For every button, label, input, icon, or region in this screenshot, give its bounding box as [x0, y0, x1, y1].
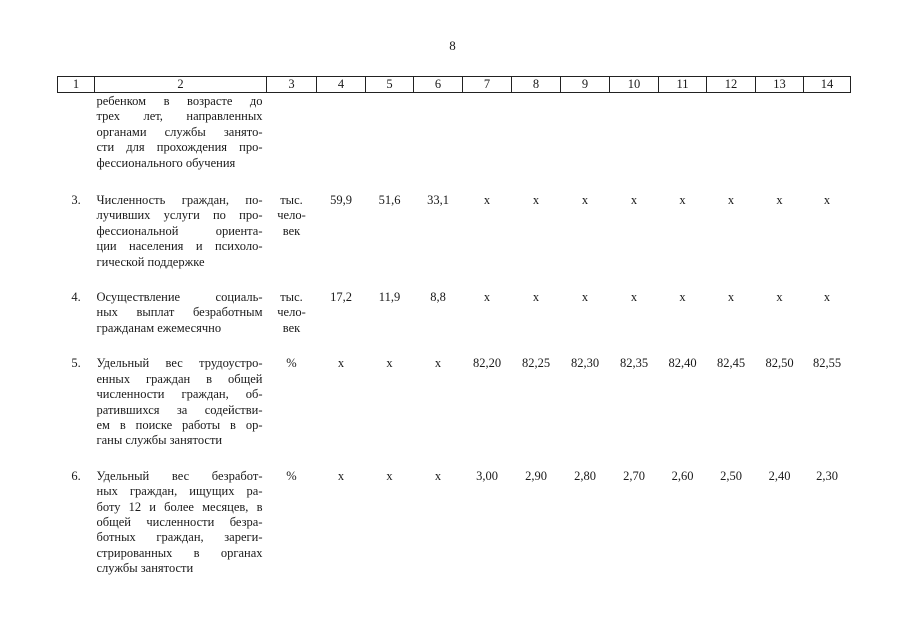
row-index: 3. — [71, 193, 81, 208]
description-line: ции населения и психоло- — [96, 239, 263, 254]
value-cell: 11,9 — [378, 290, 401, 305]
description-line: Осуществление социаль- — [96, 290, 263, 305]
value-cell: х — [823, 193, 831, 208]
value-cell — [804, 93, 851, 194]
value-cell: 3,00 — [476, 468, 498, 483]
unit-line: тыс. — [280, 290, 303, 305]
description-line: численности граждан, об- — [96, 387, 263, 402]
page-number: 8 — [449, 38, 456, 53]
unit-of-measure — [267, 193, 317, 290]
value-cell: 82,45 — [716, 356, 746, 371]
value-cell: 82,55 — [812, 356, 842, 371]
indicator-description — [95, 356, 267, 468]
description-line: боту 12 и более месяцев, в — [96, 499, 263, 514]
value-cell — [756, 93, 804, 194]
column-header: 11 — [659, 77, 707, 93]
column-header: 3 — [267, 77, 317, 93]
column-header: 5 — [366, 77, 414, 93]
value-cell: 2,60 — [671, 468, 694, 483]
value-cell: х — [434, 468, 442, 483]
value-cell — [512, 93, 561, 194]
column-header: 10 — [610, 77, 659, 93]
unit-line: чело- — [277, 305, 306, 320]
description-line: Удельный вес безработ- — [96, 468, 263, 483]
row-index: 4. — [71, 290, 81, 305]
unit-line: % — [286, 468, 297, 483]
description-line: фессионального обучения — [96, 155, 236, 170]
value-cell: 82,50 — [765, 356, 794, 371]
unit-line: % — [286, 356, 297, 371]
column-header: 2 — [95, 77, 267, 93]
description-line: сти для прохождения про- — [96, 140, 263, 155]
value-cell: 82,30 — [570, 356, 600, 371]
indicator-description — [95, 193, 267, 290]
description-line: ботных граждан, зареги- — [96, 530, 263, 545]
description-line: гражданам ежемесячно — [96, 320, 222, 335]
unit-line: тыс. — [280, 193, 303, 208]
row-index — [58, 93, 95, 194]
column-header: 9 — [561, 77, 610, 93]
description-line: ратившихся за содействи- — [96, 402, 263, 417]
value-cell: х — [483, 193, 491, 208]
unit-of-measure — [267, 469, 317, 597]
value-cell: 2,70 — [623, 468, 645, 483]
description-line: гической поддержке — [96, 254, 205, 269]
value-cell: 2,50 — [720, 468, 742, 483]
value-cell: 51,6 — [378, 193, 401, 208]
description-line: Численность граждан, по- — [96, 193, 263, 208]
table-row — [58, 290, 851, 356]
indicator-description — [95, 93, 267, 194]
description-line: ганы службы занятости — [96, 433, 223, 448]
value-cell — [610, 93, 659, 194]
value-cell: 82,40 — [668, 356, 697, 371]
value-cell: х — [532, 193, 540, 208]
table-row — [58, 356, 851, 468]
value-cell: 82,25 — [521, 356, 551, 371]
value-cell: 17,2 — [330, 290, 352, 305]
value-cell — [366, 93, 414, 194]
value-cell: х — [483, 290, 491, 305]
row-index: 5. — [71, 356, 81, 371]
value-cell: 8,8 — [430, 290, 446, 305]
description-line: службы занятости — [96, 561, 194, 576]
column-header: 8 — [512, 77, 561, 93]
value-cell: х — [337, 468, 345, 483]
description-line: фессиональной ориента- — [96, 223, 263, 238]
description-line: енных граждан в общей — [96, 371, 263, 386]
unit-of-measure — [267, 356, 317, 468]
description-line: трех лет, направленных — [96, 109, 263, 124]
value-cell: х — [532, 290, 540, 305]
description-line: стрированных в органах — [96, 545, 263, 560]
value-cell: х — [581, 193, 589, 208]
row-index: 6. — [71, 468, 81, 483]
indicator-description — [95, 290, 267, 356]
value-cell: х — [776, 193, 783, 208]
value-cell: х — [386, 356, 393, 371]
value-cell: 33,1 — [427, 193, 449, 208]
value-cell — [707, 93, 756, 194]
value-cell: х — [727, 290, 735, 305]
indicator-description — [95, 469, 267, 597]
table-body — [58, 93, 851, 597]
value-cell: х — [630, 193, 638, 208]
column-header: 4 — [317, 77, 366, 93]
value-cell: 82,20 — [472, 356, 502, 371]
column-header: 13 — [756, 77, 804, 93]
description-line: ных выплат безработным — [96, 305, 263, 320]
value-cell: 2,40 — [768, 468, 791, 483]
column-header: 6 — [414, 77, 463, 93]
value-cell: х — [434, 356, 442, 371]
value-cell — [659, 93, 707, 194]
unit-line: чело- — [277, 208, 306, 223]
value-cell: х — [386, 468, 393, 483]
value-cell: 59,9 — [330, 193, 352, 208]
value-cell: 82,35 — [619, 356, 649, 371]
description-line: лучивших услуги по про- — [96, 208, 263, 223]
unit-of-measure — [267, 93, 317, 194]
value-cell — [561, 93, 610, 194]
column-header: 7 — [463, 77, 512, 93]
table-row — [58, 193, 851, 290]
value-cell: 2,80 — [574, 468, 596, 483]
value-cell: х — [776, 290, 783, 305]
value-cell — [463, 93, 512, 194]
table-row — [58, 469, 851, 597]
unit-line: век — [282, 320, 301, 335]
value-cell: х — [581, 290, 589, 305]
value-cell: х — [679, 193, 686, 208]
value-cell: х — [727, 193, 735, 208]
description-line: общей численности безра- — [96, 514, 263, 529]
value-cell — [317, 93, 366, 194]
value-cell: х — [337, 356, 345, 371]
description-line: органами службы занято- — [96, 124, 263, 139]
description-line: ребенком в возрасте до — [96, 94, 263, 108]
unit-of-measure — [267, 290, 317, 356]
value-cell: х — [630, 290, 638, 305]
description-line: ных граждан, ищущих ра- — [96, 484, 263, 499]
value-cell: х — [679, 290, 686, 305]
column-header: 14 — [804, 77, 851, 93]
value-cell — [414, 93, 463, 194]
column-header: 12 — [707, 77, 756, 93]
indicators-table — [57, 76, 851, 597]
unit-line: век — [282, 223, 301, 238]
value-cell: х — [823, 290, 831, 305]
header-row — [58, 77, 851, 93]
value-cell: 2,90 — [525, 468, 547, 483]
description-line: Удельный вес трудоустро- — [96, 356, 263, 371]
table-row — [58, 93, 851, 194]
column-header: 1 — [58, 77, 95, 93]
value-cell: 2,30 — [816, 468, 838, 483]
description-line: ем в поиске работы в ор- — [96, 417, 263, 432]
